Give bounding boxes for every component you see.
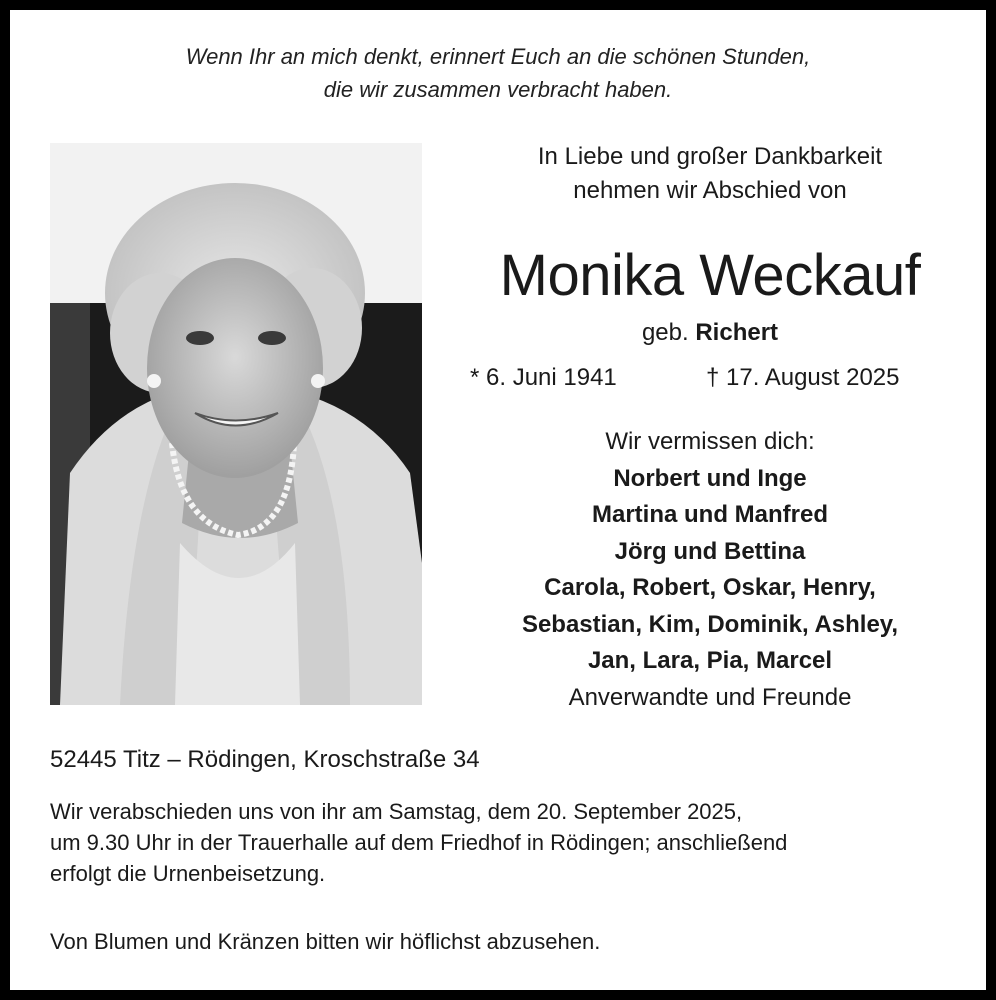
service-line: um 9.30 Uhr in der Trauerhalle auf dem Friedhof in Rödingen; anschließend — [50, 830, 788, 855]
motto-line: die wir zusammen verbracht haben. — [323, 77, 673, 102]
mourner-line: Jörg und Bettina — [614, 537, 806, 565]
mourner-line: Jan, Lara, Pia, Marcel — [587, 647, 833, 674]
intro-line: nehmen wir Abschied von — [573, 177, 847, 204]
mourner-line: Norbert und Inge — [613, 464, 807, 492]
service-line: Wir verabschieden uns von ihr am Samstag, dem 20. September 2025, — [50, 799, 743, 824]
maiden-name-line — [460, 316, 960, 350]
maiden-name: Richert — [695, 319, 779, 346]
mourners-closing: Anverwandte und Freunde — [568, 683, 852, 711]
deceased-name: Monika Weckauf — [499, 243, 921, 308]
mourner-line: Sebastian, Kim, Dominik, Ashley, — [521, 610, 899, 638]
intro-line: In Liebe und großer Dankbarkeit — [537, 143, 883, 170]
mourners-heading: Wir vermissen dich: — [605, 428, 815, 455]
mourner-line: Martina und Manfred — [591, 501, 828, 528]
service-line: erfolgt die Urnenbeisetzung. — [50, 861, 326, 886]
motto-quote — [0, 40, 996, 106]
flowers-note: Von Blumen und Kränzen bitten wir höflichst abzusehen. — [50, 929, 601, 954]
portrait-illustration — [50, 143, 422, 705]
death-date: † 17. August 2025 — [706, 364, 900, 391]
portrait-photo — [50, 143, 422, 705]
motto-line: Wenn Ihr an mich denkt, erinnert Euch an die schönen Stunden, — [185, 44, 811, 69]
mourner-line: Carola, Robert, Oskar, Henry, — [544, 574, 876, 601]
intro-text — [460, 140, 960, 208]
service-details — [50, 796, 970, 889]
birth-date: * 6. Juni 1941 — [470, 364, 617, 391]
mourners-list — [460, 424, 960, 716]
nee-prefix: geb. — [641, 319, 689, 346]
address: 52445 Titz – Rödingen, Kroschstraße 34 — [50, 746, 480, 773]
